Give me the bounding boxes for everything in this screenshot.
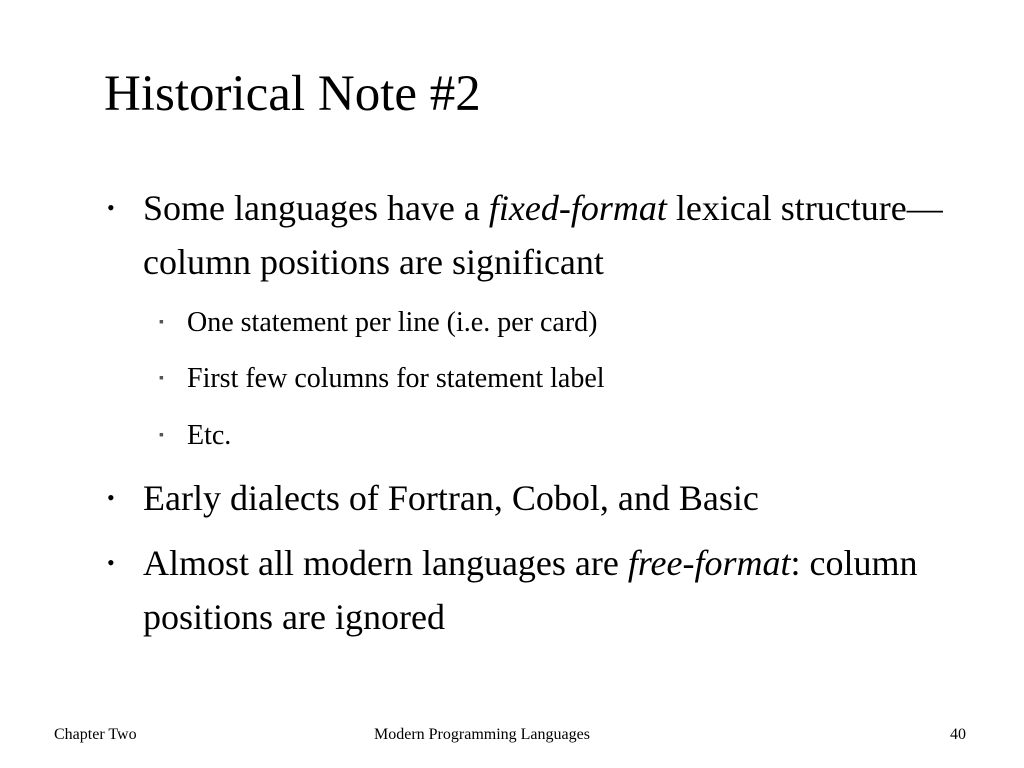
sub-bullet-marker: ▪ <box>159 315 164 330</box>
bullet-text-part: Almost all modern languages are <box>143 543 628 583</box>
bullet-text-part: Some languages have a <box>143 188 489 228</box>
sub-bullet-text: Etc. <box>187 420 232 451</box>
sub-bullet-marker: ▪ <box>159 371 164 386</box>
bullet-emphasis: fixed-format <box>488 188 667 228</box>
footer-course-title: Modern Programming Languages <box>374 726 590 743</box>
sub-bullet-text: First few columns for statement label <box>187 363 605 394</box>
footer-chapter: Chapter Two <box>54 726 137 743</box>
bullet-marker: • <box>107 550 115 575</box>
footer-page-number: 40 <box>950 726 966 743</box>
sub-bullet-one-statement <box>159 303 947 343</box>
bullet-text-part: lexical structure—column positions are significant <box>143 188 943 282</box>
bullet-text-part: : column positions are ignored <box>143 543 918 637</box>
bullet-text-part: Early dialects of Fortran, Cobol, and Basic <box>143 478 759 518</box>
bullet-free-format <box>107 536 963 644</box>
bullet-marker: • <box>107 195 115 220</box>
bullet-early-dialects <box>107 471 963 525</box>
bullet-marker: • <box>107 485 115 510</box>
sub-bullet-marker: ▪ <box>159 428 164 443</box>
sub-bullet-text: One statement per line (i.e. per card) <box>187 307 598 338</box>
sub-bullet-first-columns <box>159 359 947 399</box>
slide-title: Historical Note #2 <box>104 66 481 122</box>
bullet-fixed-format <box>107 181 963 289</box>
sub-bullet-etc <box>159 416 947 456</box>
bullet-emphasis: free-format <box>627 543 791 583</box>
